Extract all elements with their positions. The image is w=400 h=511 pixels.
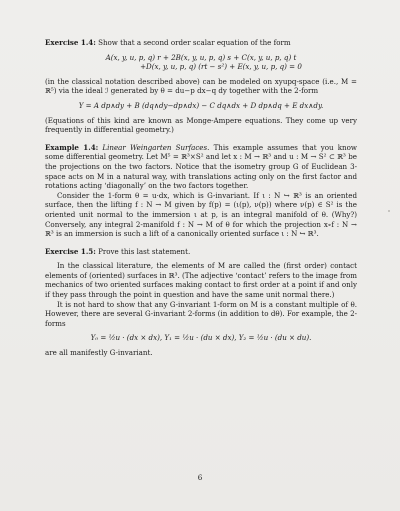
example-label: Example 1.4: [45, 142, 99, 152]
invariant-forms-equation: Υ₀ = ½u · (dx × dx), Υ₁ = ½u · (du × dx), Υ₂ = ½u · (du × du). [90, 333, 312, 343]
example-1-4 [45, 143, 357, 191]
paragraph: Consider the 1-form θ = u·dx, which is G-invariant. If ι : N ↪ ℝ³ is an oriented surface, then the lifting f : N → M given by f(p) = (ι(p), ν(p)) where ν(p) ∈ S² is the oriented unit normal to the immersion ι at p, is an integral manifold of θ. (Why?) Conversely, any integral 2-manifold f : N → M of θ for which the projection x∘f : N → ℝ³ is an immersion is such a lift of a canonically oriented surface ι : N ↪ ℝ³. [45, 190, 357, 239]
equation-line-1: A(x, y, u, p, q) r + 2B(x, y, u, p, q) s + C(x, y, u, p, q) t [105, 52, 297, 62]
page-content [45, 38, 357, 358]
monge-ampere-equation [45, 53, 357, 72]
example-title: Linear Weingarten Surfaces. [102, 142, 210, 152]
exercise-1-5 [45, 247, 357, 257]
exercise-text: Prove this last statement. [98, 246, 191, 256]
scan-speck [388, 210, 390, 212]
paragraph: In the classical literature, the elements of M are called the (first order) contact elements of (oriented) surfaces in ℝ³. (The adjective ‘contact’ refers to the image from mechanics of two oriented surfaces making contact to first order at a point if and only if they pass through the point in question and have the same unit normal there.) [45, 261, 357, 300]
exercise-label: Exercise 1.4: [45, 38, 96, 47]
exercise-1-4 [45, 38, 357, 48]
paragraph: are all manifestly G-invariant. [45, 348, 153, 358]
example-text: This example assumes that you know some differential geometry. Let M⁵ = ℝ³×S² and let x : M → ℝ³ and u : M → S² ⊂ ℝ³ be the projections on the two factors. Notice that the isometry group G of Euclidean 3-space acts on M in a natural way, with translations acting only on the first factor and rotations acting ‘diagonally’ on the two factors together. [45, 142, 357, 191]
exercise-text: Show that a second order scalar equation of the form [98, 38, 291, 47]
paragraph-note: (Equations of this kind are known as Monge-Ampere equations. They come up very frequently in differential geometry.) [45, 115, 357, 135]
paragraph: It is not hard to show that any G-invariant 1-form on M is a constant multiple of θ. However, there are several G-invariant 2-forms (in addition to dθ). For example, the 2-forms [45, 299, 357, 328]
exercise-label: Exercise 1.5: [45, 246, 96, 256]
paragraph: (in the classical notation described above) can be modeled on xyupq-space (i.e., M = ℝ⁵) via the ideal ℐ generated by θ = du−p dx−q dy together with the 2-form [45, 76, 357, 96]
page-number: 6 [197, 473, 203, 482]
equation-line-2: +D(x, y, u, p, q) (rt − s²) + E(x, y, u, p, q) = 0 [140, 62, 302, 72]
two-form-equation: Υ = A dp∧dy + B (dq∧dy−dp∧dx) − C dq∧dx + D dp∧dq + E dx∧dy. [78, 100, 324, 110]
